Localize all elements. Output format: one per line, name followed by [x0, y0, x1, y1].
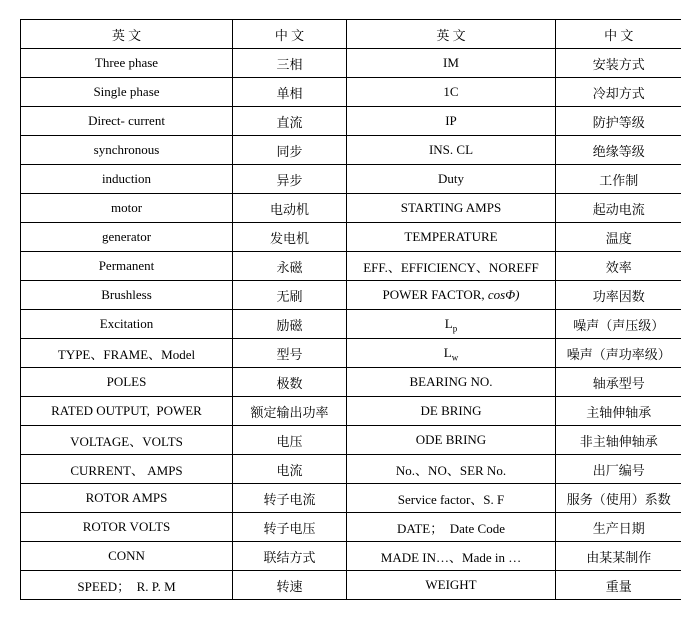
table-row — [21, 78, 681, 107]
chinese-term-cell: 服务（使用）系数 — [556, 484, 681, 513]
table-header — [21, 20, 681, 49]
english-term-cell: Service factor、S. F — [347, 484, 556, 513]
english-term-cell: ROTOR VOLTS — [21, 513, 233, 542]
english-term-cell: 1C — [347, 78, 556, 107]
english-term-cell: RATED OUTPUT, POWER — [21, 397, 233, 426]
chinese-term-cell: 轴承型号 — [556, 368, 681, 397]
english-term-cell: IP — [347, 107, 556, 136]
table-row — [21, 455, 681, 484]
chinese-term-cell: 噪声（声功率级） — [556, 339, 681, 368]
table-row — [21, 571, 681, 600]
chinese-term-cell: 发电机 — [233, 223, 347, 252]
header-row — [21, 20, 681, 49]
table-row — [21, 223, 681, 252]
chinese-term-cell: 无刷 — [233, 281, 347, 310]
chinese-term-cell: 单相 — [233, 78, 347, 107]
table-row — [21, 136, 681, 165]
english-term-cell: DATE； Date Code — [347, 513, 556, 542]
chinese-term-cell: 由某某制作 — [556, 542, 681, 571]
glossary-table — [20, 19, 681, 600]
english-term-cell: WEIGHT — [347, 571, 556, 600]
chinese-term-cell: 防护等级 — [556, 107, 681, 136]
chinese-term-cell: 三相 — [233, 49, 347, 78]
header-chinese-1: 中 文 — [233, 20, 347, 49]
chinese-term-cell: 极数 — [233, 368, 347, 397]
table-row — [21, 397, 681, 426]
english-term-cell: No.、NO、SER No. — [347, 455, 556, 484]
chinese-term-cell: 工作制 — [556, 165, 681, 194]
english-term-cell — [347, 339, 556, 368]
chinese-term-cell: 噪声（声压级） — [556, 310, 681, 339]
table-row — [21, 281, 681, 310]
chinese-term-cell: 电流 — [233, 455, 347, 484]
english-term-cell: Excitation — [21, 310, 233, 339]
header-chinese-2: 中 文 — [556, 20, 681, 49]
chinese-term-cell: 绝缘等级 — [556, 136, 681, 165]
chinese-term-cell: 型号 — [233, 339, 347, 368]
chinese-term-cell: 功率因数 — [556, 281, 681, 310]
english-term-cell: POLES — [21, 368, 233, 397]
chinese-term-cell: 同步 — [233, 136, 347, 165]
english-term-cell: Direct- current — [21, 107, 233, 136]
chinese-term-cell: 安装方式 — [556, 49, 681, 78]
table-row — [21, 165, 681, 194]
english-term-cell: induction — [21, 165, 233, 194]
cell-text-fragment: POWER FACTOR, — [383, 287, 488, 302]
table-row — [21, 426, 681, 455]
cell-text-fragment: L — [444, 345, 452, 360]
chinese-term-cell: 转子电流 — [233, 484, 347, 513]
english-term-cell: ROTOR AMPS — [21, 484, 233, 513]
chinese-term-cell: 转速 — [233, 571, 347, 600]
table-row — [21, 107, 681, 136]
english-term-cell: DE BRING — [347, 397, 556, 426]
chinese-term-cell: 出厂编号 — [556, 455, 681, 484]
english-term-cell: SPEED； R. P. M — [21, 571, 233, 600]
chinese-term-cell: 电压 — [233, 426, 347, 455]
chinese-term-cell: 生产日期 — [556, 513, 681, 542]
english-term-cell — [347, 281, 556, 310]
table-row — [21, 542, 681, 571]
table-row — [21, 252, 681, 281]
chinese-term-cell: 转子电压 — [233, 513, 347, 542]
chinese-term-cell: 效率 — [556, 252, 681, 281]
english-term-cell: IM — [347, 49, 556, 78]
english-term-cell: Single phase — [21, 78, 233, 107]
table-row — [21, 194, 681, 223]
english-term-cell: TYPE、FRAME、Model — [21, 339, 233, 368]
table-row — [21, 49, 681, 78]
header-english-2: 英 文 — [347, 20, 556, 49]
english-term-cell: Brushless — [21, 281, 233, 310]
english-term-cell: CURRENT、 AMPS — [21, 455, 233, 484]
english-term-cell: synchronous — [21, 136, 233, 165]
cell-text-fragment: p — [453, 324, 458, 334]
english-term-cell: ODE BRING — [347, 426, 556, 455]
english-term-cell: EFF.、EFFICIENCY、NOREFF — [347, 252, 556, 281]
chinese-term-cell: 异步 — [233, 165, 347, 194]
table-row — [21, 484, 681, 513]
chinese-term-cell: 直流 — [233, 107, 347, 136]
english-term-cell: VOLTAGE、VOLTS — [21, 426, 233, 455]
table-row — [21, 513, 681, 542]
english-term-cell: Duty — [347, 165, 556, 194]
english-term-cell: Three phase — [21, 49, 233, 78]
chinese-term-cell: 重量 — [556, 571, 681, 600]
table-row — [21, 339, 681, 368]
english-term-cell: Permanent — [21, 252, 233, 281]
english-term-cell: MADE IN…、Made in … — [347, 542, 556, 571]
table-row — [21, 310, 681, 339]
english-term-cell — [347, 310, 556, 339]
table-body — [21, 49, 681, 600]
chinese-term-cell: 主轴伸轴承 — [556, 397, 681, 426]
cell-text-fragment: w — [452, 353, 459, 363]
chinese-term-cell: 电动机 — [233, 194, 347, 223]
english-term-cell: TEMPERATURE — [347, 223, 556, 252]
english-term-cell: CONN — [21, 542, 233, 571]
english-term-cell: generator — [21, 223, 233, 252]
english-term-cell: motor — [21, 194, 233, 223]
chinese-term-cell: 冷却方式 — [556, 78, 681, 107]
header-english-1: 英 文 — [21, 20, 233, 49]
chinese-term-cell: 联结方式 — [233, 542, 347, 571]
english-term-cell: STARTING AMPS — [347, 194, 556, 223]
chinese-term-cell: 温度 — [556, 223, 681, 252]
chinese-term-cell: 起动电流 — [556, 194, 681, 223]
table-row — [21, 368, 681, 397]
chinese-term-cell: 额定输出功率 — [233, 397, 347, 426]
chinese-term-cell: 永磁 — [233, 252, 347, 281]
cell-text-fragment: cosΦ) — [488, 287, 520, 302]
english-term-cell: INS. CL — [347, 136, 556, 165]
english-term-cell: BEARING NO. — [347, 368, 556, 397]
chinese-term-cell: 非主轴伸轴承 — [556, 426, 681, 455]
chinese-term-cell: 励磁 — [233, 310, 347, 339]
cell-text-fragment: L — [445, 316, 453, 331]
